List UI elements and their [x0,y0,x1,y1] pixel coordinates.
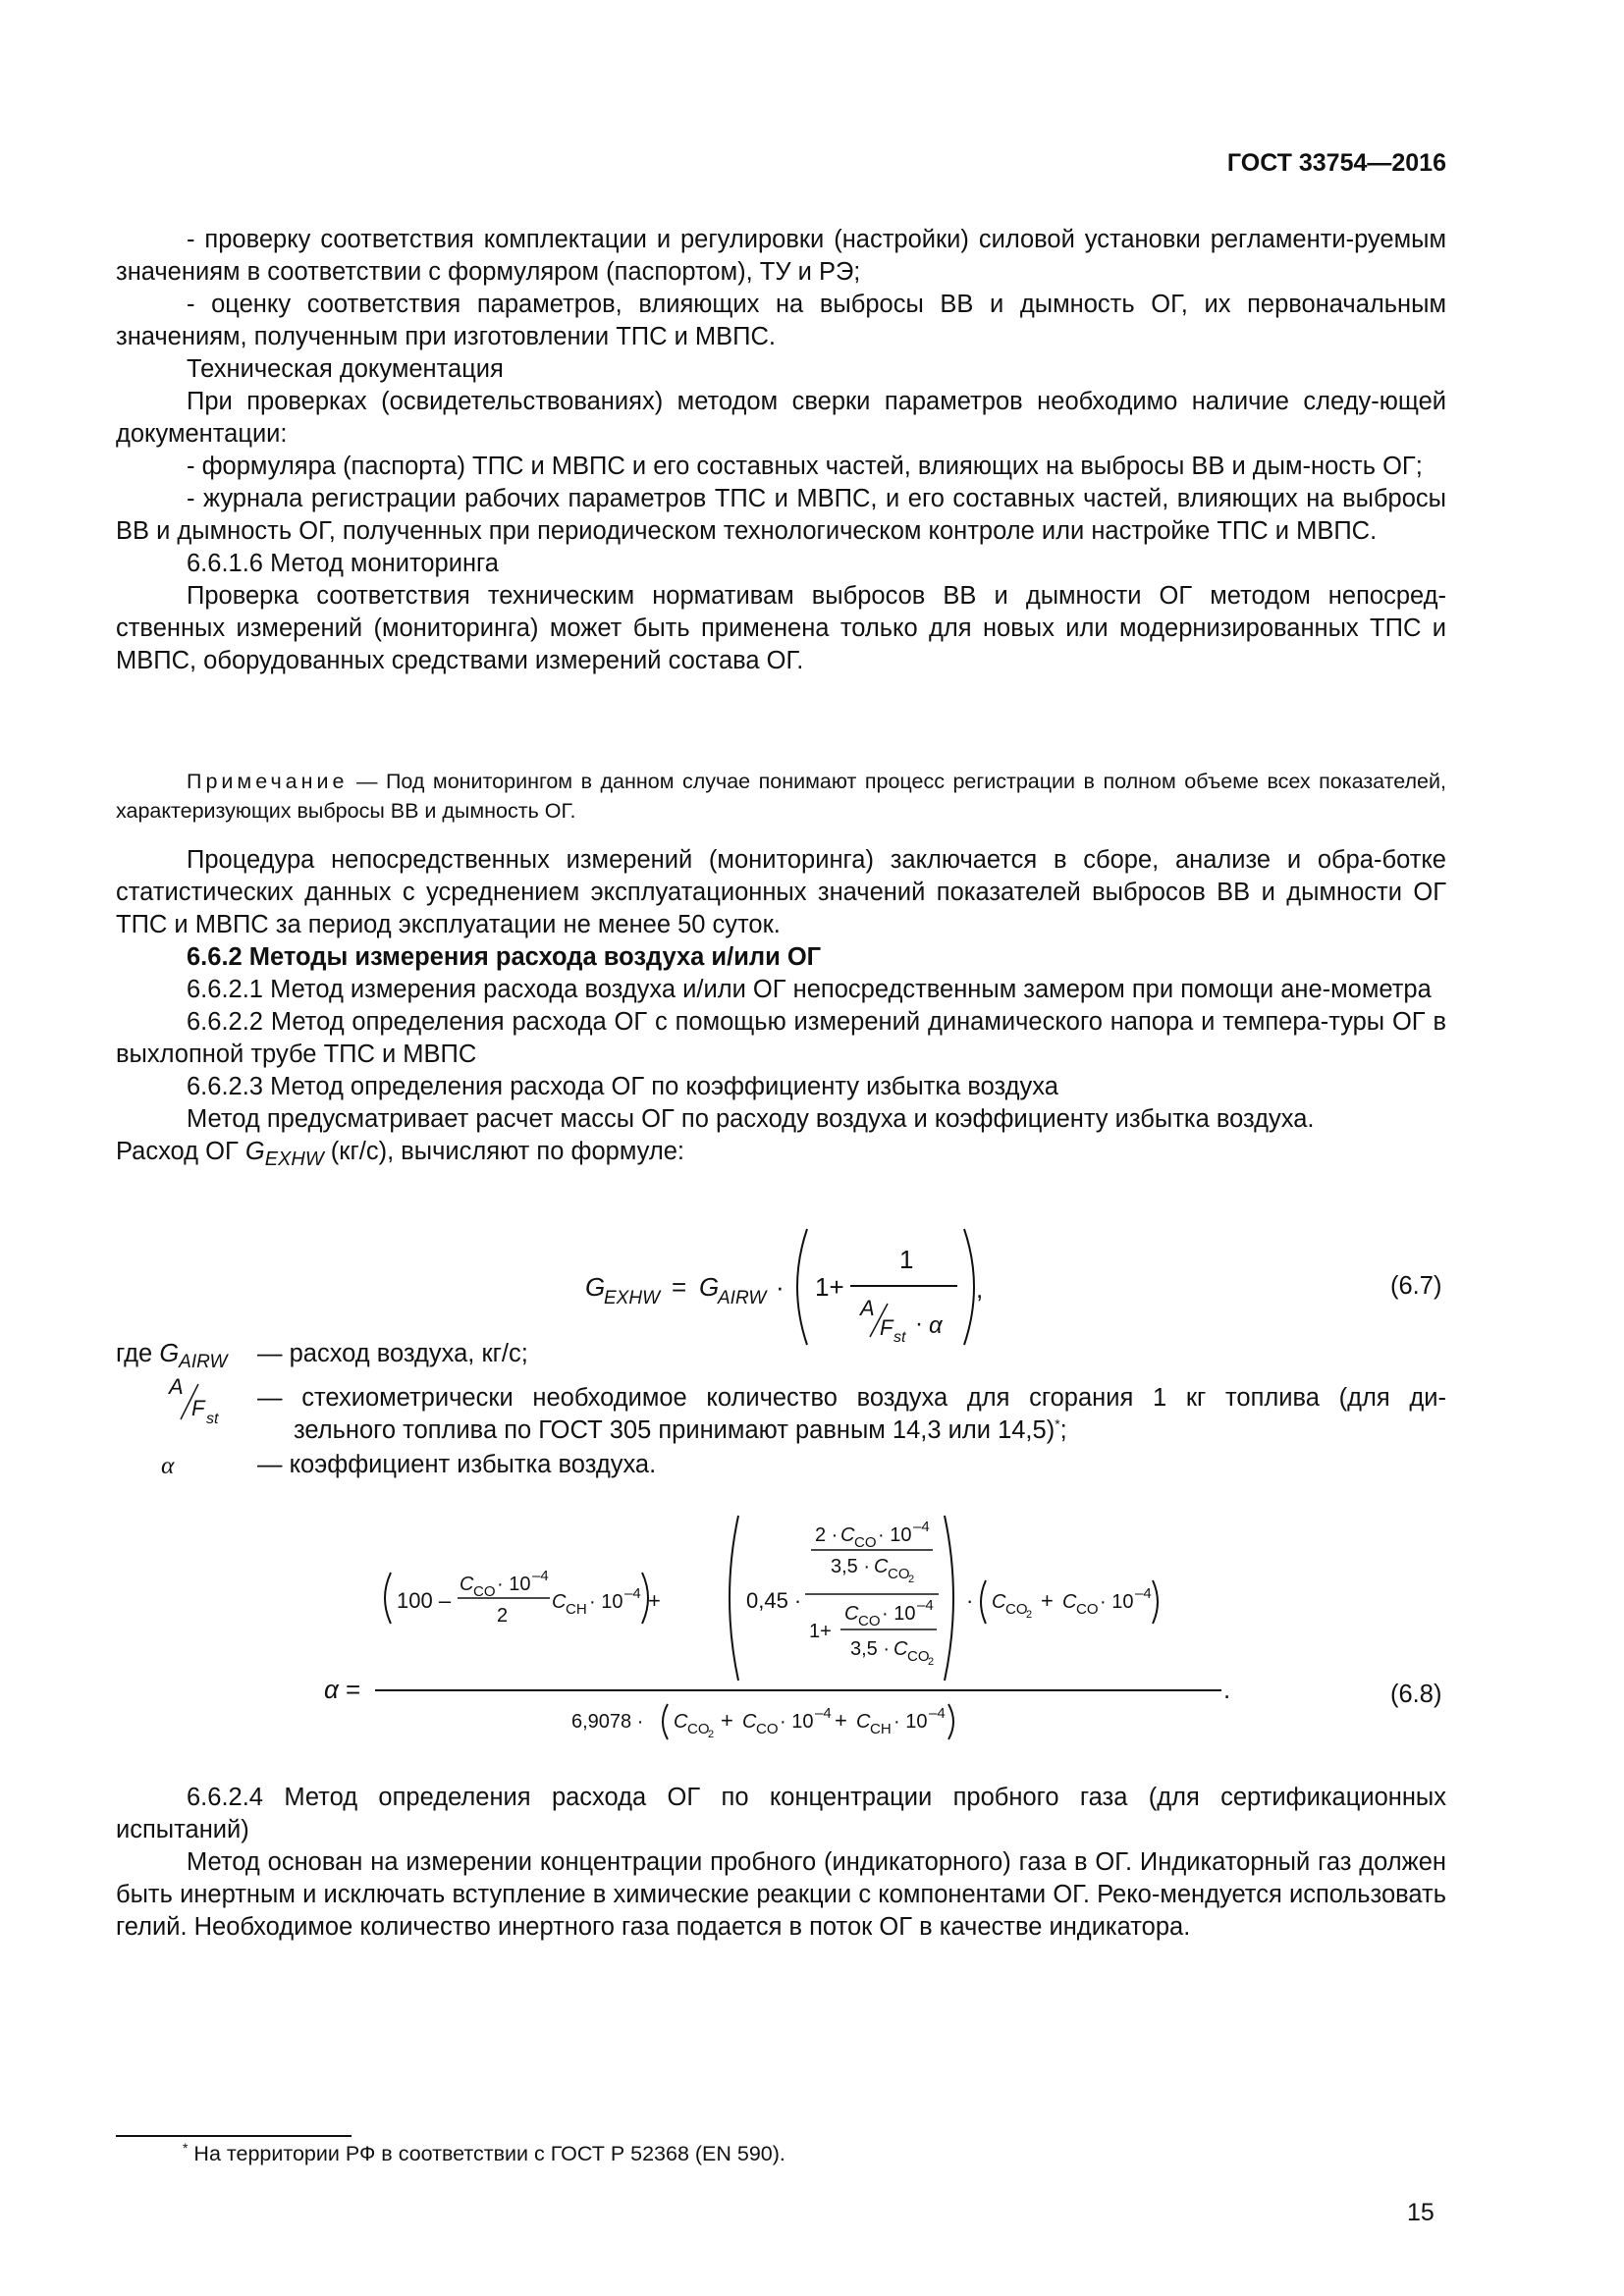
svg-text:.: . [1223,1675,1231,1704]
paragraph: - оценку соответствия параметров, влияющих на выбросы ВВ и дымность ОГ, их первоначальным значениям, полученным при изготовлении ТПС и МВПС. [116,291,1446,350]
svg-text:–4: –4 [913,1519,930,1535]
document-code-header: ГОСТ 33754—2016 [1226,149,1446,177]
svg-text:–4: –4 [1135,1585,1152,1602]
equation-number: (6.7) [1390,1272,1442,1300]
svg-text:F: F [880,1315,893,1340]
svg-text:+: + [648,1588,661,1613]
svg-text:C: C [893,1638,908,1660]
body-block-2 [116,844,1446,1176]
svg-text:AIRW: AIRW [718,1288,767,1308]
svg-text:1: 1 [899,1245,914,1274]
svg-text:2: 2 [928,1656,935,1668]
paragraph: - формуляра (паспорта) ТПС и МВПС и его составных частей, влияющих на выбросы ВВ и дым-ность ОГ; [187,453,1423,480]
paragraph: 6.6.2.4 Метод определения расхода ОГ по концентрации пробного газа (для сертификационных испытаний) [116,1784,1446,1843]
paragraph: Метод предусматривает расчет массы ОГ по расходу воздуха и коэффициенту избытка воздуха. [187,1105,1315,1133]
svg-text:1+: 1+ [809,1621,832,1642]
svg-text:·: · [966,1588,974,1613]
paragraph: Метод основан на измерении концентрации пробного (индикаторного) газа в ОГ. Индикаторный газ должен быть инертным и исключать вступление в химические реакции с компонентами ОГ. Реко-мендуется использовать гелий. Необходимое количество инертного газа подается в поток ОГ в качестве индикатора. [116,1848,1446,1941]
definition-a-fst-line1: — стехиометрически необходимое количество воздуха для сгорания 1 кг топлива (для ди- [257,1384,1446,1412]
svg-text:C: C [460,1574,474,1595]
symbol-g-exhw: $G_{EXHW}$ [244,1138,324,1171]
svg-text:F: F [191,1396,205,1420]
definition-text: зельного топлива по ГОСТ 305 принимают равным 14,3 или 14,5) [294,1416,1056,1444]
svg-text:C: C [674,1711,688,1733]
svg-text:CO: CO [1005,1601,1028,1618]
svg-text:α: α [929,1312,943,1339]
equation-6-7 [579,1225,992,1349]
paragraph: Техническая документация [187,355,504,383]
svg-text:A: A [169,1374,184,1399]
paragraph: - журнала регистрации рабочих параметров ТПС и МВПС, и его составных частей, влияющих на выбросы ВВ и дымность ОГ, полученных при периодическом технологическом контроле или настройке ТПС и МВПС. [116,485,1446,545]
svg-text:3,5 ·: 3,5 · [831,1556,871,1577]
svg-text:2: 2 [1026,1609,1033,1621]
svg-text:C: C [1062,1591,1077,1613]
svg-text:CH: CH [870,1721,892,1737]
svg-text:C: C [840,1524,855,1546]
svg-text:· 10: · 10 [893,1711,928,1733]
footnote-divider [116,2135,352,2137]
svg-text:–4: –4 [815,1705,832,1722]
svg-text:+: + [835,1708,847,1733]
flow-text-b: (кг/с), вычисляют по формуле: [323,1138,684,1165]
footnote-text: На территории РФ в соответствии с ГОСТ Р 52368 (EN 590). [188,2142,785,2165]
svg-text:+: + [721,1708,733,1733]
svg-text:· 10: · 10 [497,1574,531,1595]
svg-text:CO: CO [854,1534,877,1551]
svg-text:CO: CO [858,1613,881,1629]
svg-text:C: C [992,1591,1006,1613]
paragraph: - проверку соответствия комплектации и регулировки (настройки) силовой установки регламенти-руемым значениям в соответствии с формуляром (паспортом), ТУ и РЭ; [116,226,1446,286]
svg-text:EXHW: EXHW [604,1288,660,1308]
svg-text:G: G [699,1272,720,1302]
svg-text:· 10: · 10 [882,1603,916,1625]
svg-text:+: + [1041,1588,1054,1613]
definition-g-airw: — расход воздуха, кг/с; [257,1340,528,1367]
paragraph: Проверка соответствия техническим нормативам выбросов ВВ и дымности ОГ методом непосред-ственных измерений (мониторинга) может быть применена только для новых или модернизированных ТПС и МВПС, оборудованных средствами измерений состава ОГ. [116,582,1446,674]
svg-text:CO: CO [687,1721,710,1737]
svg-text:CH: CH [566,1601,587,1618]
note-block [116,767,1446,826]
svg-text:C: C [856,1711,871,1733]
svg-text:100 –: 100 – [397,1588,452,1613]
paragraph: 6.6.2.2 Метод определения расхода ОГ с помощью измерений динамического напора и темпера-туры ОГ в выхлопной трубе ТПС и МВПС [116,1008,1446,1068]
svg-text:0,45 ·: 0,45 · [746,1588,802,1613]
svg-text:·: · [915,1310,923,1337]
equation-number: (6.8) [1390,1681,1442,1708]
svg-text:2: 2 [708,1729,715,1740]
svg-text:α: α [324,1675,339,1704]
body-block-3 [116,1782,1446,1944]
paragraph: 6.6.2.3 Метод определения расхода ОГ по коэффициенту избытка воздуха [187,1073,1058,1100]
svg-text:A: A [860,1296,875,1320]
svg-text:CO: CO [473,1583,496,1600]
svg-text:CO: CO [1076,1601,1099,1618]
paragraph: Процедура непосредственных измерений (мониторинга) заключается в сборе, анализе и обра-ботке статистических данных с усреднением эксплуатационных значений показателей выбросов ВВ и дымности ОГ ТПС и МВПС за период эксплуатации не менее 50 суток. [116,846,1446,938]
footnote-mark: * [1055,1415,1060,1432]
svg-text:· 10: · 10 [878,1524,912,1546]
equation-6-8 [314,1512,1237,1747]
footnote [183,2139,785,2166]
section-heading: 6.6.1.6 Метод мониторинга [187,550,499,577]
svg-text:2: 2 [497,1605,509,1627]
svg-text:2 ·: 2 · [815,1524,839,1546]
flow-text-a: Расход ОГ [116,1138,245,1165]
paragraph: 6.6.2.1 Метод измерения расхода воздуха и/или ОГ непосредственным замером при помощи ане-мометра [187,976,1432,1003]
svg-text:=: = [672,1272,687,1302]
svg-text:2: 2 [908,1574,915,1585]
svg-text:=: = [346,1675,361,1704]
note-label: Примечание [187,770,349,793]
svg-text:st: st [893,1329,906,1346]
svg-text:· 10: · 10 [1100,1591,1134,1613]
definition-a-fst-line2 [294,1415,1067,1447]
symbol-a-over-fst [159,1370,232,1431]
svg-text:· 10: · 10 [780,1711,814,1733]
svg-text:CO: CO [756,1721,779,1737]
footnote-mark: * [183,2139,189,2156]
svg-text:C: C [874,1556,889,1577]
svg-text:–4: –4 [917,1597,934,1614]
svg-text:·: · [776,1272,785,1302]
svg-text:,: , [976,1274,984,1304]
section-heading: 6.6.2 Методы измерения расхода воздуха и/или ОГ [187,943,822,971]
paragraph: При проверках (освидетельствованиях) методом сверки параметров необходимо наличие следу-ющей документации: [116,388,1446,448]
svg-text:C: C [552,1591,567,1613]
definition-text: ; [1059,1416,1067,1444]
note-text: — Под мониторингом в данном случае понимают процесс регистрации в полном объеме всех показателей, характеризующих выбросы ВВ и дымность ОГ. [116,770,1446,823]
svg-text:3,5 ·: 3,5 · [850,1638,891,1660]
symbol-alpha: α [161,1451,175,1479]
svg-text:CO: CO [888,1566,910,1582]
svg-text:C: C [844,1603,859,1625]
svg-text:CO: CO [907,1648,930,1665]
svg-text:C: C [742,1711,757,1733]
body-block-1 [116,224,1446,677]
symbol-g-airw: $G_{AIRW}$ [159,1340,228,1373]
svg-text:· 10: · 10 [589,1591,623,1613]
svg-text:1+: 1+ [815,1272,844,1302]
definition-alpha: — коэффициент избытка воздуха. [257,1451,657,1478]
where-word: где [116,1340,153,1367]
svg-text:–4: –4 [624,1585,641,1602]
svg-text:–4: –4 [532,1568,549,1584]
svg-text:–4: –4 [929,1705,946,1722]
page-number: 15 [1407,2199,1435,2226]
svg-text:st: st [206,1411,219,1427]
svg-text:G: G [585,1272,606,1302]
svg-text:6,9078 ·: 6,9078 · [571,1711,644,1733]
paragraph [116,1136,1446,1176]
